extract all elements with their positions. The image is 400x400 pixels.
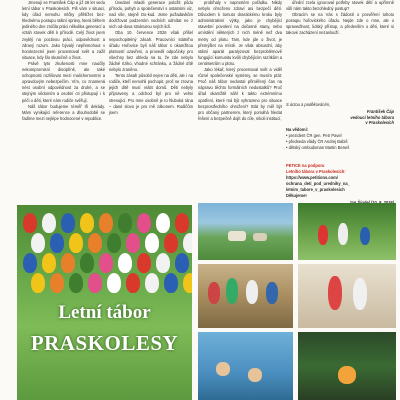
article-paragraph: probíhaly v naprostém pořádku. Nikdy nebylo ohroženo zdraví ani bezpečí dětí. Důvodem k tomuto drastickému kroku byly administrativní výtky, jako je chybějící stavební povolení na dočasné stany, nebo umístění některých z nich méně než dva metry od plotu. Tam, kde jde o život, je přemýšlet na místě. Je však absurdní, aby státní aparát paralyzoval bezproblémově fungující komunitu kvůli chybějícím razítkům a centimetrům u plotu. [198, 0, 282, 66]
photo-kids-activity [298, 264, 396, 328]
child-figure [50, 233, 64, 253]
petition-heading: PETICE na podporu [286, 163, 325, 168]
child-figure [107, 273, 121, 293]
child-figure [145, 273, 159, 293]
article-paragraph: Obracím se na Vás s žádostí o prověření tohoto postupu hořovického úřadu. Nejde zde o mne, ale o spravedlnost, lidský přístup, a především o děti, které si takové zacházení nezaslouží. [286, 12, 394, 36]
petition-link[interactable]: https://www.petitions.com/ [286, 175, 338, 181]
article-paragraph: Úvedaní mladé generace položit půdu přírodu, pohyb a společenství s ostatními viz, nad vše, stejně Do-kud. Jsme požadavkům dodržovat podzemím vodních odmítat ne z nich od-dova strukturou svých lidí. [109, 0, 193, 30]
photo-evening-campfire [298, 332, 396, 400]
poster-title: Letní tábor [58, 302, 151, 323]
article-column-1 [22, 0, 105, 198]
child-figure [126, 273, 140, 293]
child-figure [69, 233, 83, 253]
child-figure [145, 233, 159, 253]
article-paragraph: Náš tábor budujeme téměř tři dekády. Mám vynikající reference a dlouhodobě se řadíme mezi nejlépe hodnocené v republice. [22, 103, 105, 121]
petition-box [286, 163, 394, 206]
child-figure [175, 213, 189, 233]
child-figure [126, 233, 140, 253]
child-figure [156, 213, 170, 233]
child-figure [107, 233, 121, 253]
child-figure [42, 213, 56, 233]
article-paragraph: Právě tyto zkušenosti mne naučily nekompromisní disciplíně, ale také schopnosti rozlišovat mezi malichernostmi a opravdovým nebezpečím. Vím, co znamená nést osobní odpovědnost za druhé, a se stejným vědomím a osobní cti přistupují i k péči o děti, které nám rodiče svěřují. [22, 60, 105, 103]
photo-kids-in-nature [298, 203, 396, 260]
recipients-list [286, 127, 394, 151]
recipient-item: • dětský ombudsman Martin Beneš [286, 145, 350, 151]
child-figure [164, 273, 178, 293]
article-paragraph: úřední zcela ignoroval potřeby stovek dětí a upřímně vůlí nám takto bezohledný postup? [286, 0, 394, 12]
signature-block [286, 109, 394, 126]
article-column-2 [109, 0, 193, 200]
child-figure [99, 213, 113, 233]
child-figure [164, 233, 178, 253]
recipient-item: • prezident ČR gen. Petr Pavel [286, 133, 342, 139]
child-figure [80, 253, 94, 273]
child-figure [31, 273, 45, 293]
photo-group-meal [198, 264, 293, 328]
child-figure [156, 253, 170, 273]
child-figure [175, 253, 189, 273]
child-figure [69, 273, 83, 293]
child-figure [31, 233, 45, 253]
child-figure [88, 233, 102, 253]
child-figure [118, 213, 132, 233]
child-figure [99, 253, 113, 273]
signature-role: vedoucí letního tábora [350, 114, 394, 120]
child-figure [42, 253, 56, 273]
child-figure [137, 213, 151, 233]
camp-poster [17, 205, 192, 400]
child-figure [118, 253, 132, 273]
child-figure [183, 273, 192, 293]
article-paragraph: Jmenuji se František Čáp a již 28 let vedu letní tábor v Praskolesích. Piš vám v situaci, kdy úřad nemohu mlčky přihlížet bez-hlednému postupu státní správy, která během jediného dne zničila práci několika generací a vztah stovek dětí k přírodě. Celý život jsem zvyklý na poctivou práci, odpovědnost a zdravý rozum. Jako bývalý nepřemohout v horolezectví jsem procestoval svět a zažil situace, kdy šlo skutečně o život. [22, 0, 105, 60]
child-figure [80, 213, 94, 233]
petition-thanks: Děkujeme! [286, 193, 307, 199]
signature-place: v Praskolesích [365, 120, 394, 126]
child-figure [61, 213, 75, 233]
child-figure [61, 253, 75, 273]
poster-subtitle: PRASKOLESY [30, 331, 179, 355]
article-paragraph: Oba 10. července 2026 však přišel nepochopitelný zásah. Pracovníci státního úřadu Hořovice byli náš tábor s okamžitou platností uzavřeni, a provedli odpočinky pro všechny bez ohledu na to, že zde nebylo žádné riziko, vhodné schránku, a žádné dítě nebylo zraněno. [109, 30, 193, 73]
article-column-4 [286, 0, 394, 100]
petition-link-part[interactable]: ochrana_deti_pod_uredniky_na_ [286, 181, 350, 187]
closing-greeting: S úctou a poděkováním, [286, 102, 331, 107]
photo-camp-meadow [198, 203, 293, 260]
petition-link-part[interactable]: letnim_tabore_v_praskolesich [286, 187, 345, 193]
child-figure [23, 253, 37, 273]
petition-subheading: Letního tábora v Praskolesích: [286, 169, 346, 175]
article-paragraph: Jako lékař, který procestoval svět a viděl různé společenské systémy, se musím ptát: Proč náš tábor nedostal přiměřený čas na nápravu těchto formálních nedostatků? Proč úřad okamžitě sáhl k takto extrémnímu opatření, které má být vyhrazeno pro situace bezprostředního ohrožení? Stát by měl být pro občany partnerem, který pomáhá hledat řešení a bezpečně dojít do cíle, nikoli institucí, [198, 67, 282, 121]
child-figure [50, 273, 64, 293]
child-figure [23, 213, 37, 233]
article-column-3 [198, 0, 282, 198]
article-paragraph: Tento zásah působil nejen na děti, ale i na rodiče, kteří nemohli pochopit, proč se zrovna jejich dítě musí vrátit domů. Děti nebyly připraveny a odchod byl pro ně velmi stresující. Pro mne osobně je to hluboká rána – dané slovo je pro mě zákonem. Rodičům jsem [109, 73, 193, 115]
photo-swimming [198, 332, 293, 400]
child-figure [137, 253, 151, 273]
recipients-title: Na vědomí: [286, 127, 309, 132]
signature-name: František Čáp [366, 109, 394, 114]
recipient-item: • předseda vlády ČR Andrej Babiš [286, 139, 348, 145]
child-figure [183, 233, 192, 253]
child-figure [88, 273, 102, 293]
